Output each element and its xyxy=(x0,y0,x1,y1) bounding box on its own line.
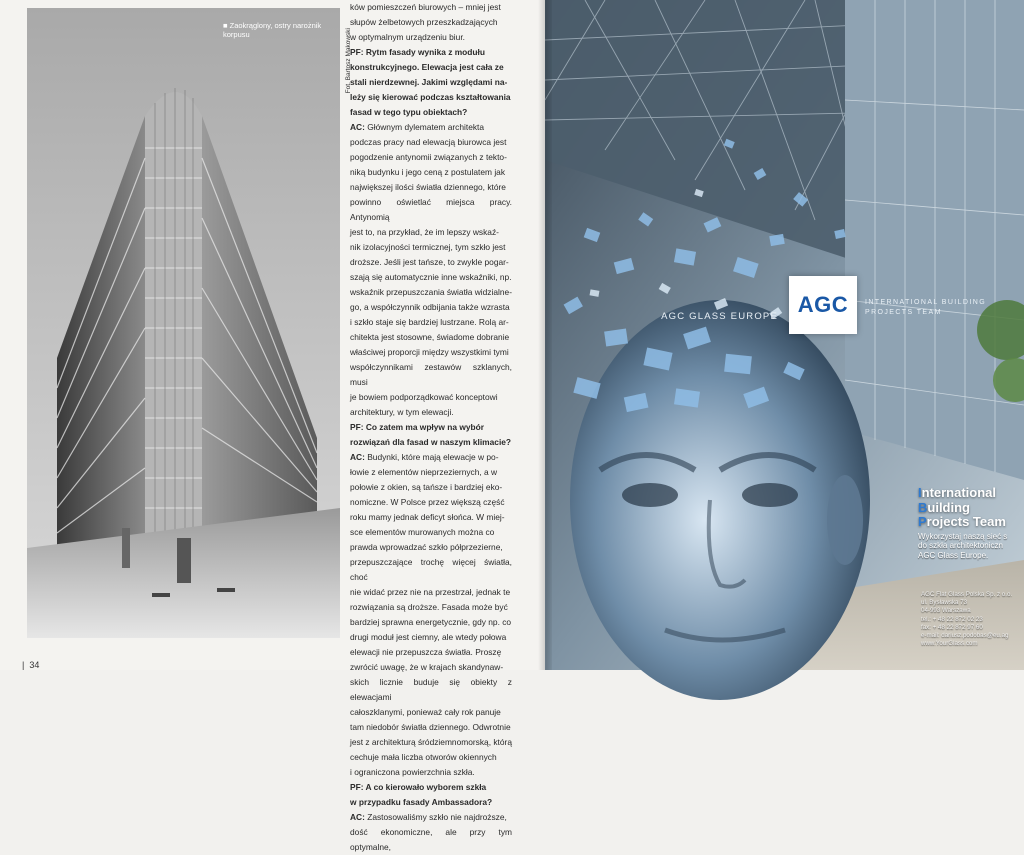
article-line: łowie z elementów nieprzeziernych, a w xyxy=(350,467,498,477)
article-line: go, a współczynnik odbijania także wzrasta xyxy=(350,302,510,312)
article-line: przepuszczające trochę więcej światła, choć xyxy=(350,557,512,582)
agc-logo xyxy=(789,276,857,334)
article-line: niką budynku i jego ceną z postulatem jak xyxy=(350,167,506,177)
article-line: chitekta jest stosowne, świadome dobranie xyxy=(350,332,510,342)
body-line: Wykorzystaj naszą sieć s xyxy=(918,531,1008,541)
article-line: PF: Co zatem ma wpływ na wybór xyxy=(350,422,485,432)
photo-credit-text: Fot. Bartosz Makowski xyxy=(345,28,352,94)
article-line: właściwej proporcji między wszystkimi tymi xyxy=(350,347,509,357)
article-line: je bowiem podporządkować konceptowi xyxy=(350,392,498,402)
headline-initial: B xyxy=(918,499,928,515)
building-illustration xyxy=(27,8,340,638)
article-line: bardziej sprawna energetycznie, gdy np. co xyxy=(350,617,512,627)
article-line: rozwiązań dla fasad w naszym klimacie? xyxy=(350,437,512,447)
article-line: elewacji nie przepuszcza światła. Proszę xyxy=(350,647,502,657)
article-line: powinno oświetlać miejsca pracy. Antynomią xyxy=(350,197,512,222)
article-line: szają się automatycznie inne wskaźniki, np. xyxy=(350,272,512,282)
ibpt-promo-block xyxy=(918,486,1024,560)
article-line: leży się kierować podczas kształtowania xyxy=(350,92,511,102)
article-line xyxy=(350,120,512,135)
headline-initial: P xyxy=(918,514,927,529)
article-line: nik izolacyjności termicznej, tym szkło jest xyxy=(350,242,506,252)
speaker-tag: AC: xyxy=(350,452,365,462)
email-link[interactable]: e-mail: dariusz.podobas@eu.ag xyxy=(921,632,1009,640)
ad-background-illustration xyxy=(545,0,1024,670)
headline-line xyxy=(918,515,1024,530)
article-line: rozwiązania są droższe. Fasada może być xyxy=(350,602,508,612)
article-line: pogodzenie antynomii związanych z tekto- xyxy=(350,152,507,162)
article-line: słupów żelbetowych przeszkadzających xyxy=(350,17,498,27)
article-line: wskaźnik przepuszczania światła widzialne- xyxy=(350,287,512,297)
article-line: ków pomieszczeń biurowych – mniej jest xyxy=(350,2,501,12)
article-line: architektury, w tym elewacji. xyxy=(350,407,454,417)
speaker-tag: AC: xyxy=(350,122,365,132)
agc-advertisement xyxy=(545,0,1024,670)
article-line: w optymalnym urządzeniu biur. xyxy=(350,32,465,42)
page-gutter xyxy=(538,0,552,670)
article-line: skich licznie buduje się obiekty z elewacjami xyxy=(350,677,512,702)
headline-rest: uilding xyxy=(927,499,970,515)
photo-credit xyxy=(345,28,361,138)
article-line: tam niedobór światła dziennego. Odwrotnie xyxy=(350,722,511,732)
headline-initial: I xyxy=(918,485,922,500)
article-line: jest to, na przykład, że im lepszy wskaź- xyxy=(350,227,499,237)
article-line: zwrócić uwagę, że w krajach skandynaw- xyxy=(350,662,504,672)
article-line: PF: A co kierowało wyborem szkła xyxy=(350,782,487,792)
headline-rest: nternational xyxy=(921,485,997,500)
article-line: prawda wprowadzać szkło półprzezierne, xyxy=(350,542,503,552)
ibpt-body-text xyxy=(918,532,1024,561)
article-line: roku mamy jednak deficyt słońca. W miej- xyxy=(350,512,505,522)
headline-rest: rojects Team xyxy=(926,514,1006,529)
article-line: nomiczne. W Polsce przez większą część xyxy=(350,497,505,507)
answer-text: Budynki, które mają elewacje w po- xyxy=(364,452,499,462)
article-line: w przypadku fasady Ambassadora? xyxy=(350,797,493,807)
ibpt-label-line: INTERNATIONAL BUILDING xyxy=(865,299,987,306)
article-line: nie widać przez nie na przestrzał, jednak te xyxy=(350,587,511,597)
page-number-value: 34 xyxy=(29,660,40,670)
article-line: drugi moduł jest ciemny, ale wtedy połowa xyxy=(350,632,507,642)
article-line: i ograniczona powierzchnia szkła. xyxy=(350,767,475,777)
body-line: AGC Glass Europe. xyxy=(918,550,989,560)
article-line: sce elementów murowanych można co xyxy=(350,527,495,537)
article-line: jest z architekturą śródziemnomorską, którą xyxy=(350,737,512,747)
article-line: podczas pracy nad elewacją biurowca jest xyxy=(350,137,507,147)
speaker-tag: AC: xyxy=(350,812,365,822)
page-number: | 34 xyxy=(22,660,40,670)
agc-glass-europe-label: AGC GLASS EUROPE xyxy=(661,311,778,322)
article-line: droższe. Jeśli jest tańsze, to zwykle pogar- xyxy=(350,257,509,267)
article-line xyxy=(350,810,512,825)
ibpt-label-line: PROJECTS TEAM xyxy=(865,309,942,316)
photo-caption: ■ Zaokrąglony, ostry narożnik korpusu xyxy=(223,21,322,39)
phone-number: tel.: + 48 22 872 02 23 xyxy=(921,615,983,623)
article-line: PF: Rytm fasady wynika z modułu xyxy=(350,47,485,57)
article-line: i szkło staje się bardziej lustrzane. Rolą ar- xyxy=(350,317,509,327)
contact-block xyxy=(921,591,1024,648)
article-line xyxy=(350,450,512,465)
article-line: konstrukcyjnego. Elewacja jest cała ze xyxy=(350,62,504,72)
article-line: całoszklanymi, ponieważ cały rok panuje xyxy=(350,707,501,717)
city-address: 04-993 Warszawa xyxy=(921,607,971,615)
article-line: fasad w tego typu obiektach? xyxy=(350,107,468,117)
street-address: ul. Bysławska 73 xyxy=(921,599,968,607)
article-line: współczynnikami zestawów szklanych, musi xyxy=(350,362,512,387)
article-line: największej ilości światła dziennego, które xyxy=(350,182,506,192)
ibpt-label xyxy=(865,298,986,318)
article-line: stali nierdzewnej. Jakimi względami na- xyxy=(350,77,508,87)
answer-text: Głównym dylematem architekta xyxy=(364,122,485,132)
company-name: AGC Flat Glass Polska Sp. z o.o. xyxy=(921,591,1013,598)
headline-line xyxy=(918,501,1024,516)
article-text-column xyxy=(350,0,512,855)
answer-text: Zastosowaliśmy szkło nie najdroższe, xyxy=(364,812,507,822)
article-line: połowie z okien, są tańsze i bardziej eko- xyxy=(350,482,503,492)
website-link[interactable]: www.YourGlass.com xyxy=(921,640,978,648)
building-photo xyxy=(27,8,352,638)
body-line: do szkła architektoniczn xyxy=(918,541,1003,550)
headline-line xyxy=(918,486,1024,501)
article-line: dość ekonomiczne, ale przy tym optymalne, xyxy=(350,827,512,852)
fax-number: fax: + 48 22 872 97 60 xyxy=(921,623,983,631)
agc-logo-text: AGC xyxy=(797,292,849,317)
article-line: cechuje mała liczba otworów okiennych xyxy=(350,752,497,762)
ibpt-headline xyxy=(918,486,1024,530)
